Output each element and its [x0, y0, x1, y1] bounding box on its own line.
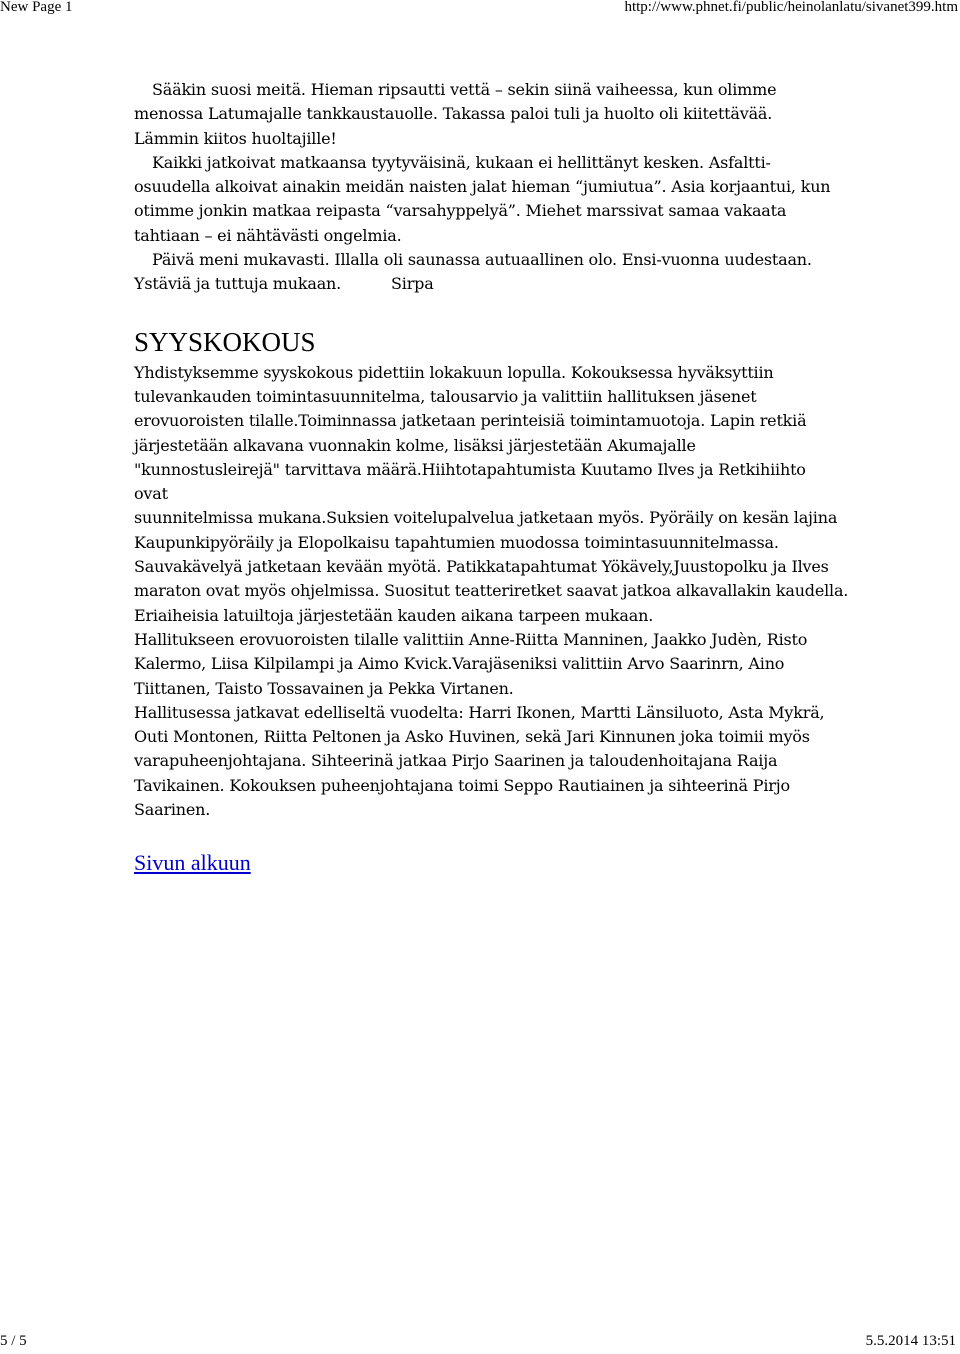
back-to-top-link[interactable]: Sivun alkuun — [134, 850, 251, 876]
section-line: varapuheenjohtajana. Sihteerinä jatkaa Pirjo Saarinen ja taloudenhoitajana Raija — [134, 751, 778, 771]
section-line: Kaupunkipyöräily ja Elopolkaisu tapahtumien muodossa toimintasuunnitelmassa. — [134, 532, 779, 552]
print-footer — [0, 1334, 960, 1354]
page-content — [134, 78, 934, 876]
print-header — [0, 0, 960, 20]
story-line-text: Ystäviä ja tuttuja mukaan. — [134, 274, 342, 294]
section-line: Eriaiheisia latuiltoja järjestetään kauden aikana tarpeen mukaan. — [134, 605, 654, 625]
story-line: otimme jonkin matkaa reipasta “varsahyppelyä”. Miehet marssivat samaa vakaata — [134, 201, 787, 221]
page-number: 5 / 5 — [0, 1333, 27, 1349]
print-timestamp: 5.5.2014 13:51 — [865, 1333, 956, 1349]
story-line: osuudella alkoivat ainakin meidän naisten jalat hieman “jumiutua”. Asia korjaantui, kun — [134, 177, 831, 197]
story-line: Sääkin suosi meitä. Hieman ripsautti vettä – sekin siinä vaiheessa, kun olimme — [152, 80, 777, 99]
story-line: Päivä meni mukavasti. Illalla oli saunassa autuaallinen olo. Ensi-vuonna uudestaan. — [152, 250, 812, 270]
section-line: Sauvakävelyä jatketaan kevään myötä. Patikkatapahtumat Yökävely,Juustopolku ja Ilves — [134, 557, 829, 577]
story-line — [134, 272, 934, 296]
story-text — [134, 78, 934, 297]
story-line: Kaikki jatkoivat matkaansa tyytyväisinä, kukaan ei hellittänyt kesken. Asfaltti- — [152, 152, 771, 172]
story-signature: Sirpa — [391, 274, 434, 294]
section-line: Tiittanen, Taisto Tossavainen ja Pekka Virtanen. — [134, 678, 514, 698]
section-line: ovat — [134, 484, 168, 504]
section-line: Hallitusessa jatkavat edelliseltä vuodelta: Harri Ikonen, Martti Länsiluoto, Asta Mykrä, — [134, 702, 825, 722]
section-line: Saarinen. — [134, 800, 211, 820]
story-line: tahtiaan – ei nähtävästi ongelmia. — [134, 225, 402, 245]
section-line: tulevankauden toimintasuunnitelma, talousarvio ja valittiin hallituksen jäsenet — [134, 386, 757, 406]
story-line: Lämmin kiitos huoltajille! — [134, 128, 337, 148]
section-title: SYYSKOKOUS — [134, 326, 316, 357]
section-body — [134, 361, 934, 823]
section-line: järjestetään alkavana vuonnakin kolme, lisäksi järjestetään Akumajalle — [134, 435, 696, 455]
section-line: Hallitukseen erovuoroisten tilalle valittiin Anne-Riitta Manninen, Jaakko Judèn, Risto — [134, 629, 808, 649]
section-line: Tavikainen. Kokouksen puheenjohtajana toimi Seppo Rautiainen ja sihteerinä Pirjo — [134, 775, 790, 795]
section-line: suunnitelmissa mukana.Suksien voitelupalvelua jatketaan myös. Pyöräily on kesän lajina — [134, 508, 838, 528]
section-line: "kunnostusleirejä" tarvittava määrä.Hiihtotapahtumista Kuutamo Ilves ja Retkihiihto — [134, 459, 806, 479]
page-url: http://www.phnet.fi/public/heinolanlatu/sivanet399.htm — [624, 0, 958, 15]
section-line: Outi Montonen, Riitta Peltonen ja Asko Huvinen, sekä Jari Kinnunen joka toimii myös — [134, 727, 810, 747]
page-title: New Page 1 — [0, 0, 73, 15]
section-line: Yhdistyksemme syyskokous pidettiin lokakuun lopulla. Kokouksessa hyväksyttiin — [134, 362, 774, 382]
section-line: maraton ovat myös ohjelmissa. Suositut teatteriretket saavat jatkoa alkavallakin kaudella. — [134, 581, 849, 601]
section-line: Kalermo, Liisa Kilpilampi ja Aimo Kvick.Varajäseniksi valittiin Arvo Saarinrn, Aino — [134, 654, 785, 674]
story-line: menossa Latumajalle tankkaustauolle. Takassa paloi tuli ja huolto oli kiitettävää. — [134, 104, 773, 124]
section-line: erovuoroisten tilalle.Toiminnassa jatketaan perinteisiä toimintamuotoja. Lapin retkiä — [134, 411, 807, 431]
